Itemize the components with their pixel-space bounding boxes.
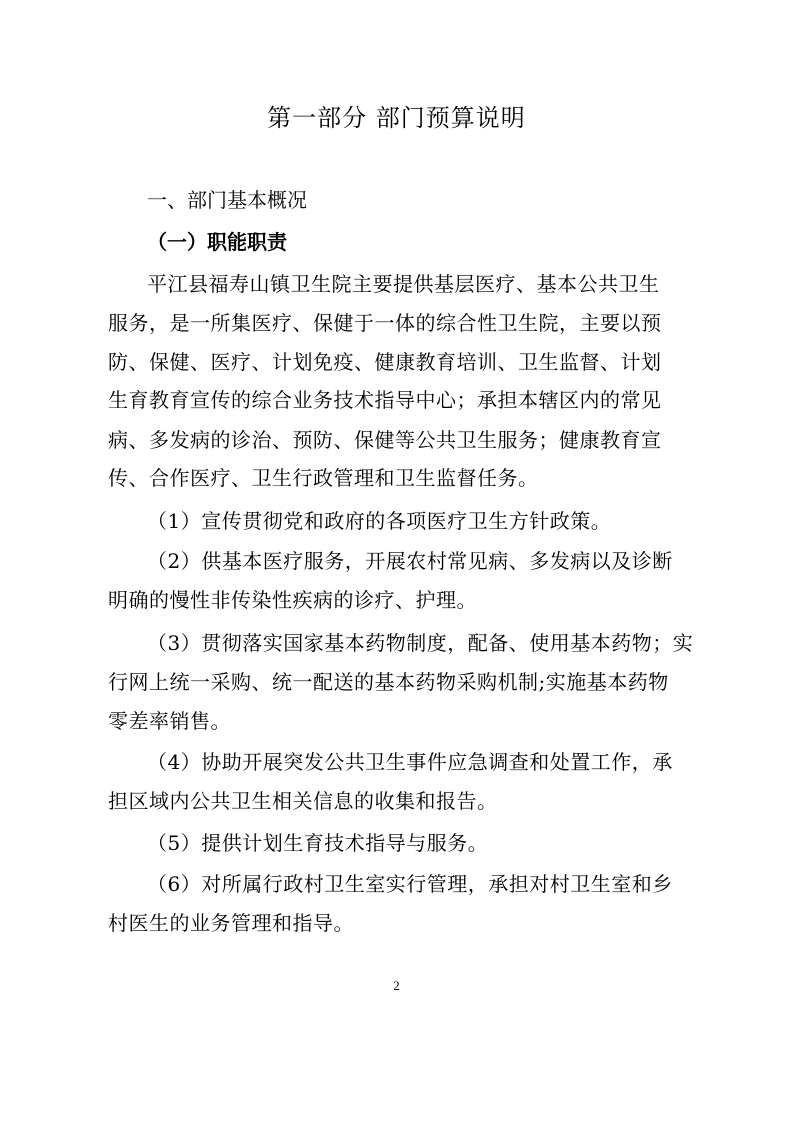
list-item: （3）贯彻落实国家基本药物制度，配备、使用基本药物；实 bbox=[147, 631, 694, 655]
list-item: （5）提供计划生育技术指导与服务。 bbox=[147, 831, 489, 855]
paragraph-line: 防、保健、医疗、计划免疫、健康教育培训、卫生监督、计划 bbox=[108, 350, 662, 374]
paragraph-line: 传、合作医疗、卫生行政管理和卫生监督任务。 bbox=[108, 466, 539, 490]
list-item: （4）协助开展突发公共卫生事件应急调查和处置工作，承 bbox=[147, 750, 673, 774]
section-heading: 一、部门基本概况 bbox=[147, 188, 307, 212]
list-item: （1）宣传贯彻党和政府的各项医疗卫生方针政策。 bbox=[147, 509, 612, 533]
paragraph-line: 生育教育宣传的综合业务技术指导中心；承担本辖区内的常见 bbox=[108, 388, 662, 412]
paragraph-line: 病、多发病的诊治、预防、保健等公共卫生服务；健康教育宣 bbox=[108, 428, 662, 452]
list-item-continuation: 担区域内公共卫生相关信息的收集和报告。 bbox=[108, 789, 498, 813]
list-item: （2）供基本医疗服务，开展农村常见病、多发病以及诊断 bbox=[147, 549, 673, 573]
page-number: 2 bbox=[393, 978, 400, 993]
paragraph-line: 平江县福寿山镇卫生院主要提供基层医疗、基本公共卫生 bbox=[147, 272, 660, 296]
list-item: （6）对所属行政村卫生室实行管理，承担对村卫生室和乡 bbox=[147, 872, 673, 896]
list-item-continuation: 行网上统一采购、统一配送的基本药物采购机制;实施基本药物 bbox=[108, 670, 669, 694]
page-title: 第一部分 部门预算说明 bbox=[267, 104, 526, 132]
subsection-heading: （一）职能职责 bbox=[147, 230, 287, 254]
list-item-continuation: 明确的慢性非传染性疾病的诊疗、护理。 bbox=[108, 588, 477, 612]
list-item-continuation: 村医生的业务管理和指导。 bbox=[108, 911, 354, 935]
paragraph-line: 服务，是一所集医疗、保健于一体的综合性卫生院，主要以预 bbox=[108, 311, 662, 335]
list-item-continuation: 零差率销售。 bbox=[108, 709, 231, 733]
